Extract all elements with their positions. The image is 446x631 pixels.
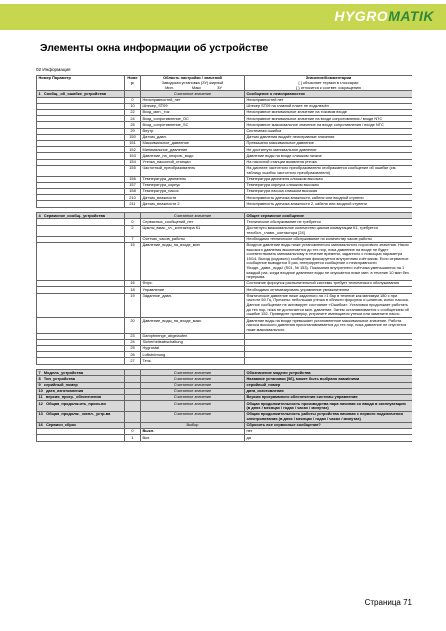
group-parameter-name: Сервисное_сообщ._устройства (43, 212, 105, 218)
row-name: Внутр. (141, 128, 245, 134)
group-number: 16 (38, 422, 43, 428)
row-number: 151 (125, 141, 141, 147)
table-header-row (37, 76, 413, 91)
row-name: Sicherheitsabschaltung (141, 339, 245, 345)
row-name: Вход_сопротивление_SC (141, 122, 245, 128)
row-number: 210 (125, 195, 141, 201)
row-name: Счетчик_часов_работы (141, 236, 245, 242)
row-number: 0 (125, 219, 141, 225)
header-number: Номер (125, 76, 141, 91)
group-value: Считанное значение (141, 395, 245, 401)
row-description: Температура двигателя слишком высокая (245, 176, 413, 182)
table-group-row (37, 412, 413, 423)
row-description: Штекер ST09 на главной плате не подключён (245, 103, 413, 109)
row-description: Датчик давления выдаёт неисправные значения (245, 134, 413, 140)
group-comment: Версия программного обеспечения системы управления (245, 395, 413, 401)
row-name: Вкл. (141, 435, 245, 441)
group-comment: дата_изготовления (245, 388, 413, 394)
row-name: Датчик_давл. (141, 134, 245, 140)
row-name: Выкл. (141, 429, 245, 435)
header-max: Макс (191, 84, 202, 90)
header-zu: ЗУ (217, 84, 222, 90)
group-parameter-name: Сервисн_сброс (46, 422, 77, 428)
group-value: Выбор (141, 422, 245, 428)
group-value: Считанное значение (141, 376, 245, 382)
row-number: 0 (125, 97, 141, 103)
page-number: Страница 71 (364, 598, 412, 607)
page-heading: Элементы окна информации об устройстве (40, 42, 269, 54)
parameter-table (36, 75, 412, 442)
group-number: 9 (38, 382, 41, 387)
group-comment: Сбросить все сервисные сообщения? (245, 422, 413, 428)
row-name: Максимальное_давление (141, 141, 245, 147)
logo-main-text: HYGRO (334, 8, 389, 24)
table-group-row (37, 401, 413, 412)
row-number: 23 (125, 333, 141, 339)
row-number: 25 (125, 122, 141, 128)
table-row (37, 242, 413, 280)
group-number-cell (125, 401, 141, 412)
row-number: 26 (125, 352, 141, 358)
row-name: Частотный_преобразователь (141, 165, 245, 176)
row-name: Заданное_давл. (141, 293, 245, 318)
row-name: Неисправностей_нет (141, 97, 245, 103)
row-description: Необходимо оптимизировать управление увлажнителем (245, 287, 413, 293)
header-range-sub (143, 86, 243, 91)
row-parameter-cell (37, 293, 125, 318)
group-number: 4 (38, 212, 41, 218)
row-number: 156 (125, 176, 141, 182)
group-parameter-name: Модель_устройства (43, 369, 84, 375)
row-number: 153 (125, 153, 141, 159)
row-number: 27 (125, 358, 141, 364)
row-number: 22 (125, 110, 141, 116)
row-number: 155 (125, 165, 141, 176)
row-description: Не достигнуто минимальное давление (245, 147, 413, 153)
row-description: Неисправное минимальное значение на входе сопротивления / входе NTC (245, 116, 413, 122)
group-comment: Общее сервисное сообщение (245, 213, 413, 219)
group-value: Считанное значение (141, 382, 245, 388)
row-name: Температура_насос (141, 189, 245, 195)
header-min: Мин. (165, 84, 174, 90)
group-comment: Сообщение о неисправностях (245, 91, 413, 97)
row-number: 16 (125, 281, 141, 287)
table-row (37, 165, 413, 176)
hygromatik-logo (334, 8, 434, 24)
row-name: Утечка_насосной_станции (141, 159, 245, 165)
row-name: Сервисных_сообщений_нет (141, 219, 245, 225)
row-name: Датчик_влажности 2 (141, 201, 245, 207)
row-description: Неисправное максимальное значение на входе сопротивления / входе NTC (245, 122, 413, 128)
row-description: да (245, 435, 413, 441)
group-value: Считанное значение (141, 401, 245, 412)
group-number: 10 (38, 388, 43, 394)
group-parameter (37, 412, 125, 423)
row-number: 2 (125, 225, 141, 236)
parameter-table-container (36, 75, 412, 548)
header-comment-title: Значение/Комментарии (305, 75, 352, 81)
row-name: Датчик_влажности (141, 195, 245, 201)
row-name: Вход_мин._ток (141, 110, 245, 116)
group-parameter-name: Общая_продолж._экспл._устр-ва (46, 411, 111, 417)
table-body (37, 91, 413, 441)
row-parameter-cell (37, 242, 125, 280)
row-parameter-cell (37, 165, 125, 176)
row-description: Неисправное минимальное значение на токовом входе (245, 110, 413, 116)
row-description: нет (245, 429, 413, 435)
group-comment: Общая продолжительность работы устройства начиная с первого подключения электропитания (в днях / месяцах / годах / часах / минутах) (245, 412, 413, 423)
row-number: 1 (125, 435, 141, 441)
header-range (141, 76, 245, 91)
row-number: 150 (125, 134, 141, 140)
group-parameter-name: дата_изготовления (46, 388, 84, 394)
row-number: 20 (125, 318, 141, 333)
row-number: 24 (125, 116, 141, 122)
header-comment (245, 76, 413, 91)
group-comment: Название установки [96], может быть выбрано вами/ними (245, 376, 413, 382)
row-description: Неисправность датчика влажности 2, кабеля или входной ступени (245, 201, 413, 207)
row-number: 158 (125, 189, 141, 195)
logo-accent-text: MATIK (388, 8, 434, 24)
row-number: 24 (125, 339, 141, 345)
row-number: 18 (125, 287, 141, 293)
table-row (37, 318, 413, 333)
row-description: Давление воды на входе превышает установленное максимальное значение. Работа насоса высокого давления приостанавливается до тех пор, пока давление не опустится ниже максимального. (245, 318, 413, 333)
group-parameter (37, 401, 125, 412)
row-parameter-cell (37, 225, 125, 236)
group-comment: Общая продолжительность производства пара начиная со ввода в эксплуатацию (в днях / месяцах / годах / часах / минутах) (245, 401, 413, 412)
row-description: Давление воды на входе слишком низкое (245, 153, 413, 159)
row-description: Входное давление воды ниже установленного минимального порогового значения. Насос высокого давления выключается до тех пор, пока давление на входе не будет соответствовать минимальному в течение времени, заданного с помощью параметра 15/14. Выход (кодового) сообщения фиксируется внутренним счётчиком. Если сервисное сообщение выводится 5 раз, генерируется сообщение о неисправности 'Входн._давл._воды' (S01, № 153). Показания внутреннего счётчика уменьшаются на 1 каждый раз, когда входное давление воды не опускается ниже мин. в течение 10 мин без перерыва. (245, 242, 413, 280)
group-value: Считанное значение (141, 370, 245, 376)
table-row (37, 435, 413, 441)
row-description: На дисплее частотного преобразователя отображается сообщение об ошибке (см. таблицу ошибок частотного преобразователя) (245, 165, 413, 176)
row-name: Штекер_ST09 (141, 103, 245, 109)
row-name: Вход_сопротивление_ОС (141, 116, 245, 122)
group-comment: Обозначение модели устройства (245, 370, 413, 376)
header-range-factory: Заводская установка (ЗУ) жирный (161, 79, 224, 85)
group-parameter-name: версия_прогр._обеспечения (45, 394, 101, 400)
group-number: 1 (38, 90, 41, 96)
row-number: 25 (125, 346, 141, 352)
row-number: 157 (125, 182, 141, 188)
group-comment: серийный_номер (245, 382, 413, 388)
row-number: 154 (125, 159, 141, 165)
row-description: На насосной станции выявлена утечка (245, 159, 413, 165)
group-parameter-name: Тип_устройства (43, 375, 75, 381)
header-range-title: Область настройки / значений (163, 75, 222, 81)
group-value: Считанное значение (141, 213, 245, 219)
row-name: Минимальное_давление (141, 147, 245, 153)
row-description: Превышено максимальное давление (245, 141, 413, 147)
row-name: Давление_на_опоров._водо (141, 153, 245, 159)
row-number: 15 (125, 242, 141, 280)
row-number: 19 (125, 293, 141, 318)
row-description: Необходимо техническое обслуживание по количеству часов работы (245, 236, 413, 242)
table-row (37, 293, 413, 318)
group-parameter-name: Сообщ._об_ошибке_устройства (43, 90, 106, 96)
group-parameter-name: Общая_продолж.ить_произ-во (46, 400, 106, 406)
group-value: Считанное значение (141, 91, 245, 97)
group-value: Считанное значение (141, 388, 245, 394)
header-parameter: Номер Параметр (37, 76, 125, 91)
row-number: 152 (125, 147, 141, 153)
group-number: 11 (38, 394, 43, 400)
row-name: Давление_воды_на_входе_мин (141, 242, 245, 280)
row-name: Dampfmenge_abgelaufen (141, 333, 245, 339)
row-description: Системная ошибка (245, 128, 413, 134)
group-number-cell (125, 412, 141, 423)
row-name: Температура_двигатель (141, 176, 245, 182)
row-name: Hygrostat (141, 346, 245, 352)
row-number: 7 (125, 236, 141, 242)
row-name: Течь (141, 358, 245, 364)
row-number: 0 (125, 429, 141, 435)
table-row (37, 225, 413, 236)
row-description: Состояние форсунок распылительной системы требует технического обслуживания (245, 281, 413, 287)
section-label: 02 Информация (36, 67, 71, 72)
row-parameter-cell (37, 318, 125, 333)
row-name: Управление (141, 287, 245, 293)
group-parameter-name: серийный_номер (43, 382, 78, 387)
row-description: Температура насоса слишком высокая (245, 189, 413, 195)
row-number: 10 (125, 103, 141, 109)
header-comment-sub2: { } относится к соответ. сокращению (295, 84, 362, 90)
row-number: 211 (125, 201, 141, 207)
row-name: Давление_воды_на_входе_макс (141, 318, 245, 333)
group-number: 12 (38, 400, 43, 406)
row-description: Техническое обслуживание не требуется (245, 219, 413, 225)
row-description: Неисправность датчика влажности, кабеля или входной ступени (245, 195, 413, 201)
row-description: Фактическое давление ниже заданного на >1 бар в течение как минимум 180 с при частоте 50 Гц. Причины: небольшая утечка в области форсунок и шлангов, износ насоса. Данное сообщение не активирует состояние «Ошибка». Установка продолжает работать до тех пор, пока не достигается мин. давление. Затем останавливается с сообщением об ошибке 152. Проведите проверку, устраните имеющиеся утечки или замените насос. (245, 293, 413, 318)
row-name: Luftströmung (141, 352, 245, 358)
group-value: Считанное значение (141, 412, 245, 423)
row-description: Температура корпуса слишком высокая (245, 182, 413, 188)
row-name: Циклы_вкмк._гл._контактора К1 (141, 225, 245, 236)
header-comment-sub1: [ ] объясняет термин в глоссарии (298, 79, 359, 85)
group-number: 7 (38, 369, 41, 375)
row-name: Температура_корпус (141, 182, 245, 188)
row-name: Форс. (141, 281, 245, 287)
row-description: Неисправностей нет (245, 97, 413, 103)
row-description: Достигнуто максимальное количество циклов коммутации К1, требуется техобсл._главн._контактора [24] (245, 225, 413, 236)
row-parameter-cell (37, 435, 125, 441)
row-number: 29 (125, 128, 141, 134)
group-number: 8 (38, 375, 41, 381)
group-number: 13 (38, 411, 43, 417)
